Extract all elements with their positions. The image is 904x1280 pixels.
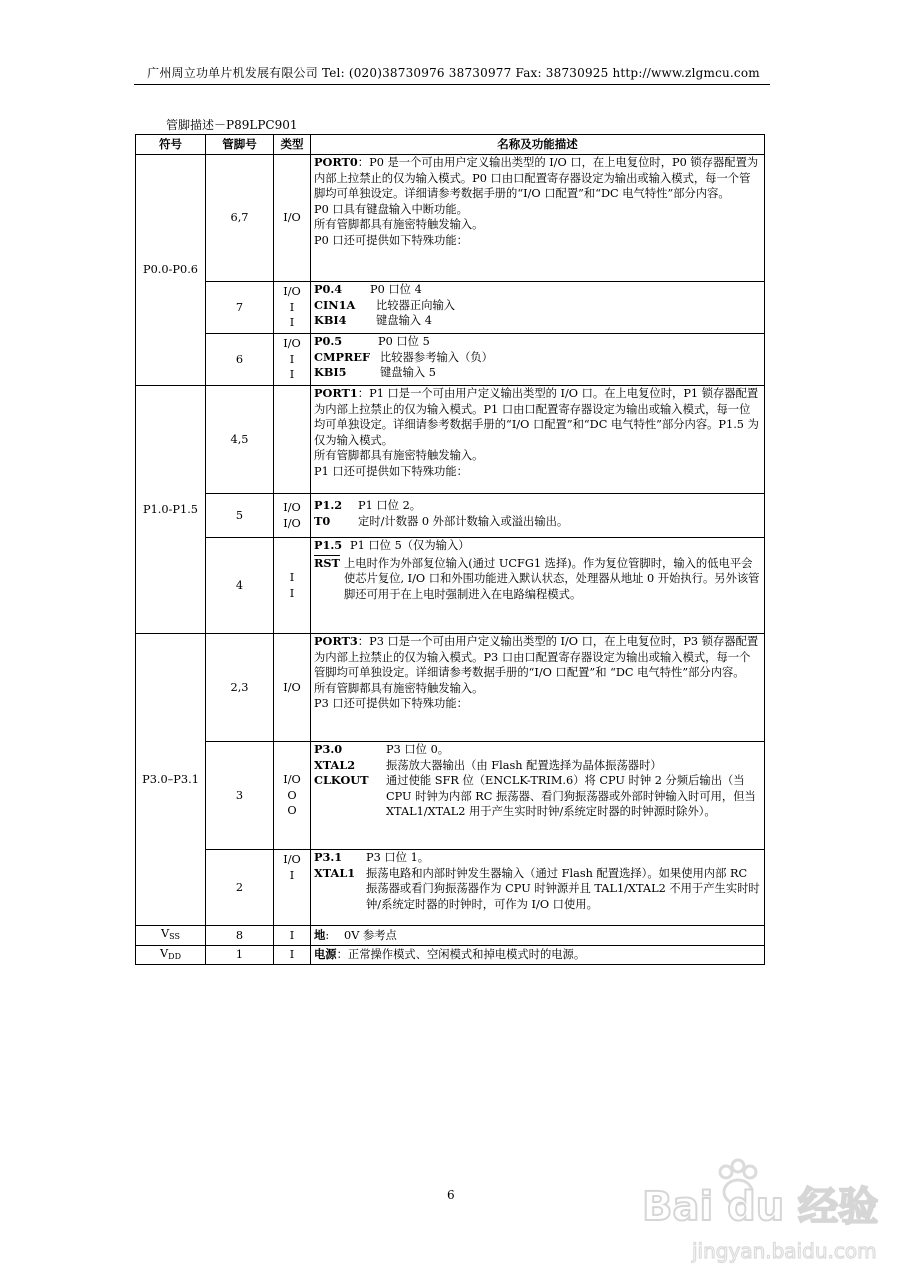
type-cell: I — [274, 945, 311, 965]
description-cell — [311, 282, 765, 334]
function-key: P1.2 — [314, 498, 343, 512]
desc-line: P3 口还可提供如下特殊功能： — [314, 697, 468, 711]
type-value: I — [289, 352, 295, 366]
table-header-row — [136, 135, 765, 155]
baidu-jingyan-watermark — [640, 1150, 890, 1270]
desc-line: P0 口具有键盘输入中断功能。 — [314, 202, 468, 216]
header-symbol: 符号 — [136, 135, 206, 155]
table-row — [136, 634, 765, 742]
pin-cell: 2,3 — [206, 634, 274, 742]
function-key: P3.1 — [314, 850, 343, 864]
watermark-brand: Bai du 经验 — [642, 1184, 879, 1230]
type-cell — [274, 494, 311, 538]
table-row — [136, 850, 765, 926]
table-row — [136, 334, 765, 386]
description-cell — [311, 634, 765, 742]
symbol-cell: P0.0-P0.6 — [136, 155, 206, 386]
function-value: P0 口位 4 — [370, 283, 422, 296]
function-key: T0 — [314, 513, 331, 528]
function-key: $\overline{RST}$ — [314, 555, 340, 570]
table-row — [136, 386, 765, 494]
symbol-main: V — [161, 927, 170, 940]
symbol-cell — [136, 945, 206, 965]
description-cell — [311, 742, 765, 850]
description-cell — [311, 945, 765, 965]
function-key: CLKOUT — [314, 773, 369, 788]
type-cell — [274, 334, 311, 386]
function-value: P3 口位 0。 — [386, 743, 450, 756]
function-value: 键盘输入 4 — [376, 314, 432, 328]
symbol-subscript: SS — [169, 932, 180, 941]
table-row — [136, 282, 765, 334]
port-label: PORT1 — [314, 386, 358, 400]
type-value: I/O — [283, 853, 301, 866]
description-cell — [311, 850, 765, 926]
type-cell: I — [274, 926, 311, 946]
page-number: 6 — [447, 1188, 455, 1202]
type-cell — [274, 538, 311, 634]
desc-line: P1 口还可提供如下特殊功能： — [314, 464, 468, 478]
type-cell — [274, 386, 311, 494]
description-cell — [311, 386, 765, 494]
type-value: I — [289, 300, 295, 314]
function-value: P0 口位 5 — [378, 335, 430, 348]
header-rule — [134, 84, 770, 85]
type-value: I/O — [283, 516, 301, 530]
description-cell — [311, 334, 765, 386]
table-row — [136, 926, 765, 946]
table-row — [136, 945, 765, 965]
type-cell: I/O — [274, 634, 311, 742]
function-key: P0.4 — [314, 282, 343, 296]
type-value: I — [289, 586, 295, 600]
function-value: 键盘输入 5 — [380, 366, 436, 380]
table-caption: 管脚描述－P89LPC901 — [166, 118, 298, 132]
function-value: 定时/计数器 0 外部计数输入或溢出输出。 — [358, 514, 569, 528]
desc-text: ：正常操作模式、空闲模式和掉电模式时的电源。 — [336, 948, 586, 962]
function-value: 比较器正向输入 — [376, 298, 456, 312]
table-row — [136, 155, 765, 282]
function-key: XTAL1 — [314, 865, 356, 880]
description-cell — [311, 155, 765, 282]
function-key: KBI4 — [314, 313, 347, 328]
function-key: P1.5 — [314, 538, 343, 552]
desc-line: 所有管脚都具有施密特触发输入。 — [314, 218, 484, 232]
function-value: P1 口位 2。 — [358, 499, 422, 512]
desc-line: P0 口还可提供如下特殊功能： — [314, 233, 468, 247]
table-row — [136, 742, 765, 850]
symbol-main: V — [160, 946, 169, 960]
port-text: ：P1 口是一个可由用户定义输出类型的 I/O 口。在上电复位时，P1 锁存器配置为内部上拉禁止的仅为输入模式。P1 口由口配置寄存器设定为输出或输入模式，每一位均可单独设定。详细请参考数据手册的“I/O 口配置”和“DC 电气特性”部分内容。P1.5 为仅为输入模式。 — [314, 387, 759, 447]
pin-cell: 4,5 — [206, 386, 274, 494]
header-type: 类型 — [274, 135, 311, 155]
symbol-cell: P1.0-P1.5 — [136, 386, 206, 634]
type-value: I/O — [283, 285, 301, 299]
type-value: I — [289, 570, 295, 584]
function-value: P1 口位 5（仅为输入） — [350, 539, 470, 552]
type-cell — [274, 282, 311, 334]
symbol-cell: P3.0–P3.1 — [136, 634, 206, 926]
description-cell — [311, 926, 765, 946]
desc-text: : 0V 参考点 — [325, 928, 397, 942]
pin-cell: 3 — [206, 742, 274, 850]
type-value: I — [289, 316, 295, 330]
page-header: 广州周立功单片机发展有限公司 Tel: (020)38730976 38730977 Fax: 38730925 http://www.zlgmcu.com — [147, 66, 760, 80]
port-text: ：P0 是一个可由用户定义输出类型的 I/O 口，在上电复位时，P0 锁存器配置为内部上拉禁止的仅为输入模式。P0 口由口配置寄存器设定为输出或输入模式，每一个管脚均可单独设定。详细请参考数据手册的“I/O 口配置”和“DC 电气特性”部分内容。 — [314, 156, 759, 201]
pin-cell: 1 — [206, 945, 274, 965]
function-key: CMPREF — [314, 349, 371, 364]
pin-cell: 6 — [206, 334, 274, 386]
type-cell — [274, 850, 311, 926]
port-label: PORT0 — [314, 155, 358, 169]
pin-cell: 2 — [206, 850, 274, 926]
table-row — [136, 538, 765, 634]
type-value: O — [287, 804, 297, 818]
description-cell — [311, 538, 765, 634]
function-key: P0.5 — [314, 334, 343, 348]
type-cell — [274, 742, 311, 850]
type-value: O — [287, 788, 297, 802]
function-key: XTAL2 — [314, 757, 356, 772]
header-pin: 管脚号 — [206, 135, 274, 155]
type-value: I/O — [283, 337, 301, 351]
function-key: KBI5 — [314, 365, 347, 380]
type-cell: I/O — [274, 155, 311, 282]
type-value: I/O — [283, 773, 301, 787]
symbol-cell — [136, 926, 206, 946]
pin-cell: 4 — [206, 538, 274, 634]
function-value: 上电时作为外部复位输入(通过 UCFG1 选择)。作为复位管脚时，输入的低电平会使芯片复位, I/O 口和外围功能进入默认状态，处理器从地址 0 开始执行。另外该管脚还可用于在上电时强制进入在电路编程模式。 — [344, 556, 760, 601]
port-label: PORT3 — [314, 634, 358, 648]
function-value: P3 口位 1。 — [366, 851, 430, 864]
type-value: I — [289, 368, 295, 382]
paw-icon — [720, 1166, 732, 1178]
description-cell — [311, 494, 765, 538]
type-value: I/O — [283, 500, 301, 514]
pin-description-table — [135, 134, 765, 965]
desc-label: 地 — [314, 927, 326, 942]
function-value: 振荡放大器输出（由 Flash 配置选择为晶体振荡器时） — [386, 758, 662, 772]
function-key: CIN1A — [314, 297, 356, 312]
symbol-subscript: DD — [168, 951, 181, 961]
function-value: 通过使能 SFR 位（ENCLK-TRIM.6）将 CPU 时钟 2 分频后输出（当 CPU 时钟为内部 RC 振荡器、看门狗振荡器或外部时钟输入时可用，但当 XTAL1/XTAL2 用于产生实时时钟/系统定时器的时钟源时除外）。 — [386, 774, 756, 819]
desc-line: 所有管脚都具有施密特触发输入。 — [314, 449, 484, 463]
desc-label: 电源 — [314, 947, 337, 962]
table-row — [136, 494, 765, 538]
function-value: 比较器参考输入（负） — [380, 350, 493, 364]
pin-cell: 7 — [206, 282, 274, 334]
function-key: P3.0 — [314, 742, 343, 756]
pin-cell: 6,7 — [206, 155, 274, 282]
port-text: ：P3 口是一个可由用户定义输出类型的 I/O 口，在上电复位时，P3 锁存器配置为内部上拉禁止的仅为输入模式。P3 口由口配置寄存器设定为输出或输入模式，每一个管脚均可单独设定。详细请参考数据手册的“I/O 口配置”和 “DC 电气特性”部分内容。 — [314, 635, 759, 680]
function-value: 振荡电路和内部时钟发生器输入（通过 Flash 配置选择）。如果使用内部 RC 振荡器或看门狗振荡器作为 CPU 时钟源并且 TAL1/XTAL2 不用于产生实时时钟/系统定时器的时钟时，可作为 I/O 口使用。 — [366, 866, 760, 911]
type-value: I — [289, 868, 295, 882]
desc-line: 所有管脚都具有施密特触发输入。 — [314, 681, 484, 695]
watermark-url: jingyan.baidu.com — [692, 1239, 877, 1263]
header-description: 名称及功能描述 — [311, 135, 765, 155]
pin-cell: 5 — [206, 494, 274, 538]
pin-cell: 8 — [206, 926, 274, 946]
